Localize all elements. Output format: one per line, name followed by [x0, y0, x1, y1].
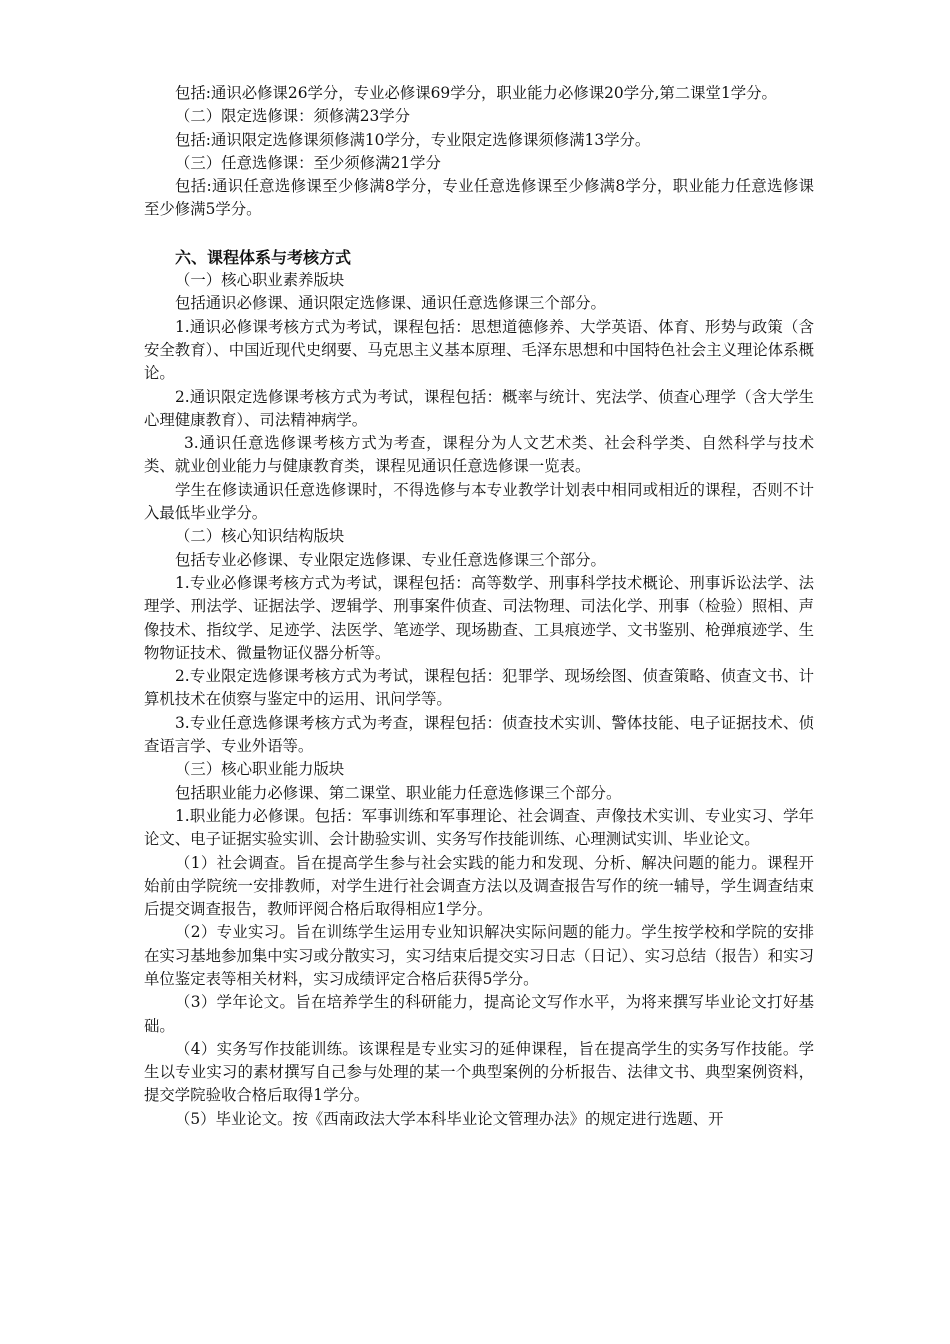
paragraph-required-credits: 包括:通识必修课26学分，专业必修课69学分，职业能力必修课20学分,第二课堂1学分。	[175, 84, 777, 102]
paragraph-major-required: 1.专业必修课考核方式为考试，课程包括：高等数学、刑事科学技术概论、刑事诉讼法学、法理学、刑法学、证据法学、逻辑学、刑事案件侦查、司法物理、司法化学、刑事（检验）照相、声像技术、指纹学、足迹学、法医学、笔迹学、现场勘查、工具痕迹学、文书鉴别、枪弹痕迹学、生物物证技术、微量物证仪器分析等。	[144, 573, 814, 662]
paragraph-writing-training: （4）实务写作技能训练。该课程是专业实习的延伸课程，旨在提高学生的实务写作技能。学生以专业实习的素材撰写自己参与处理的某一个典型案例的分析报告、法律文书、典型案例资料，提交学院验收合格后取得1学分。	[144, 1039, 814, 1105]
paragraph-general-restricted: 2.通识限定选修课考核方式为考试，课程包括：概率与统计、宪法学、侦查心理学（含大学生心理健康教育）、司法精神病学。	[144, 387, 814, 429]
subheading-core-knowledge: （二）核心知识结构版块	[175, 527, 345, 546]
subheading-restricted-electives: （二）限定选修课：须修满23学分	[175, 107, 411, 126]
document-page	[144, 82, 814, 1131]
paragraph-graduation-thesis: （5）毕业论文。按《西南政法大学本科毕业论文管理办法》的规定进行选题、开	[175, 1109, 724, 1128]
paragraph-major-restricted: 2.专业限定选修课考核方式为考试，课程包括：犯罪学、现场绘图、侦查策略、侦查文书、计算机技术在侦察与鉴定中的运用、讯问学等。	[144, 667, 814, 709]
paragraph-free-credits: 包括:通识任意选修课至少修满8学分，专业任意选修课至少修满8学分，职业能力任意选修课至少修满5学分。	[144, 177, 814, 219]
paragraph-core-knowledge-intro: 包括专业必修课、专业限定选修课、专业任意选修课三个部分。	[175, 550, 606, 569]
paragraph-social-survey: （1）社会调查。旨在提高学生参与社会实践的能力和发现、分析、解决问题的能力。课程开始前由学院统一安排教师，对学生进行社会调查方法以及调查报告写作的统一辅导，学生调查结束后提交调查报告，教师评阅合格后取得相应1学分。	[144, 853, 814, 919]
subheading-core-literacy: （一）核心职业素养版块	[175, 271, 345, 290]
paragraph-term-paper: （3）学年论文。旨在培养学生的科研能力，提高论文写作水平，为将来撰写毕业论文打好基础。	[144, 993, 814, 1035]
paragraph-general-free-note: 学生在修读通识任意选修课时，不得选修与本专业教学计划表中相同或相近的课程，否则不计入最低毕业学分。	[144, 480, 814, 523]
paragraph-major-free: 3.专业任意选修课考核方式为考查，课程包括：侦查技术实训、警体技能、电子证据技术、侦查语言学、专业外语等。	[144, 713, 814, 756]
paragraph-general-free: 3.通识任意选修课考核方式为考查，课程分为人文艺术类、社会科学类、自然科学与技术类、就业创业能力与健康教育类，课程见通识任意选修课一览表。	[144, 434, 814, 476]
paragraph-general-required: 1.通识必修课考核方式为考试，课程包括：思想道德修养、大学英语、体育、形势与政策（含安全教育）、中国近现代史纲要、马克思主义基本原理、毛泽东思想和中国特色社会主义理论体系概论。	[144, 317, 814, 383]
subheading-free-electives: （三）任意选修课：至少须修满21学分	[175, 153, 441, 172]
paragraph-restricted-credits: 包括:通识限定选修课须修满10学分，专业限定选修课须修满13学分。	[175, 130, 651, 149]
paragraph-core-literacy-intro: 包括通识必修课、通识限定选修课、通识任意选修课三个部分。	[175, 294, 606, 313]
paragraph-core-ability-intro: 包括职业能力必修课、第二课堂、职业能力任意选修课三个部分。	[175, 783, 622, 802]
paragraph-internship: （2）专业实习。旨在训练学生运用专业知识解决实际问题的能力。学生按学校和学院的安排在实习基地参加集中实习或分散实习，实习结束后提交实习日志（日记）、实习总结（报告）和实习单位鉴定表等相关材料，实习成绩评定合格后获得5学分。	[144, 923, 814, 988]
paragraph-ability-required: 1.职业能力必修课。包括：军事训练和军事理论、社会调查、声像技术实训、专业实习、学年论文、电子证据实验实训、会计勘验实训、实务写作技能训练、心理测试实训、毕业论文。	[144, 806, 814, 849]
subheading-core-ability: （三）核心职业能力版块	[175, 760, 345, 779]
section-heading-six: 六、课程体系与考核方式	[175, 247, 352, 267]
